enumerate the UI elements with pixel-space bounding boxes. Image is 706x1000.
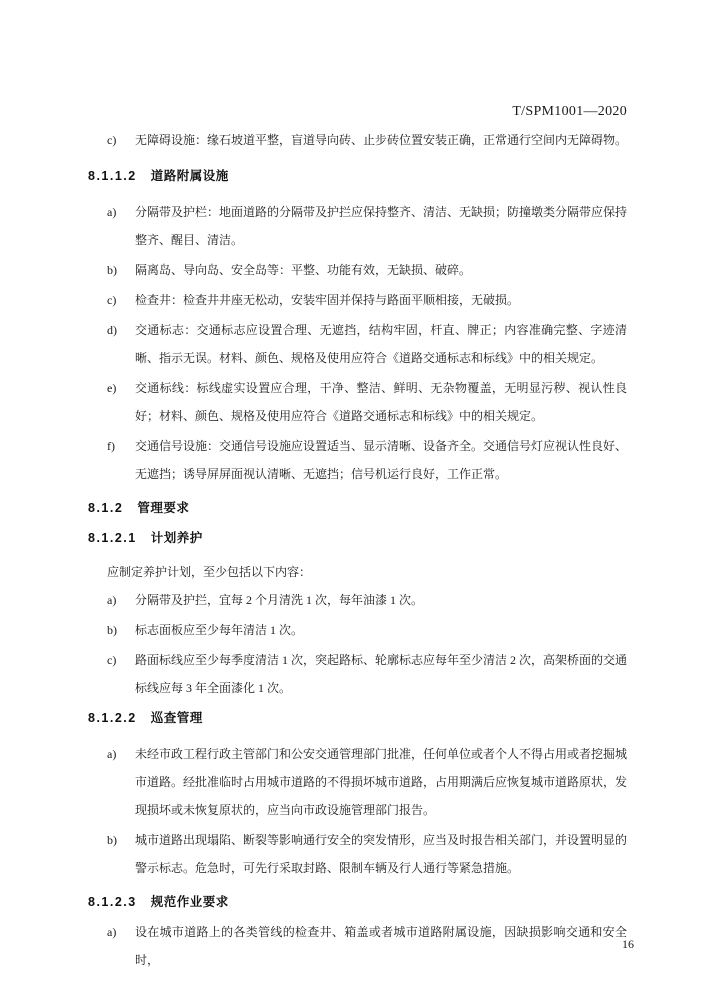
doc-code: T/SPM1001—2020 <box>512 104 627 119</box>
list-item <box>88 646 627 702</box>
list-item-text: 分隔带及护拦，宜每 2 个月清洗 1 次，每年油漆 1 次。 <box>135 593 424 607</box>
section-title: 计划养护 <box>150 531 203 545</box>
section-number: 8.1.2.3 <box>88 895 137 909</box>
section-number: 8.1.1.2 <box>88 169 137 183</box>
list-item-label: b) <box>107 263 117 277</box>
list-item <box>88 256 627 284</box>
list-item-label: d) <box>107 323 117 337</box>
list-item-text: 设在城市道路上的各类管线的检查井、箱盖或者城市道路附属设施，因缺损影响交通和安全时， <box>135 925 627 967</box>
section-number: 8.1.2 <box>88 501 124 515</box>
list-item <box>88 586 627 614</box>
list-item-text: 交通标志：交通标志应设置合理、无遮挡，结构牢固，杆直、牌正；内容准确完整、字迹清晰、指示无误。材料、颜色、规格及使用应符合《道路交通标志和标线》中的相关规定。 <box>135 323 627 365</box>
list-item-text: 标志面板应至少每年清洁 1 次。 <box>135 623 304 637</box>
list-item-text: 路面标线应至少每季度清洁 1 次，突起路标、轮廓标志应每年至少清洁 2 次，高架桥面的交通标线应每 3 年全面漆化 1 次。 <box>135 653 628 695</box>
section-heading-8-1-1-2 <box>88 162 627 190</box>
list-item-label: c) <box>107 293 117 307</box>
section-title: 管理要求 <box>137 501 190 515</box>
list-item-text: 交通标线：标线虚实设置应合理，干净、整洁、鲜明、无杂物覆盖，无明显污秽、视认性良好；材料、颜色、规格及使用应符合《道路交通标志和标线》中的相关规定。 <box>135 381 627 423</box>
section-heading-8-1-2 <box>88 494 627 522</box>
page-number: 16 <box>622 937 634 951</box>
list-item-text: 检查井：检查井井座无松动，安装牢固并保持与路面平顺相接，无破损。 <box>135 293 520 307</box>
list-item-label: a) <box>107 925 117 939</box>
list-8112 <box>88 198 627 488</box>
list-item-text: 城市道路出现塌陷、断裂等影响通行安全的突发情形，应当及时报告相关部门，并设置明显的警示标志。危急时，可先行采取封路、限制车辆及行人通行等紧急措施。 <box>135 833 628 875</box>
paragraph: 应制定养护计划，至少包括以下内容： <box>107 565 312 579</box>
list-item <box>88 918 627 974</box>
list-item-label: e) <box>107 381 117 395</box>
list-item <box>88 198 627 254</box>
list-item-text: 交通信号设施：交通信号设施应设置适当、显示清晰、设备齐全。交通信号灯应视认性良好、无遮挡；诱导屏屏面视认清晰、无遮挡；信号机运行良好，工作正常。 <box>135 439 628 481</box>
section-number: 8.1.2.2 <box>88 711 137 725</box>
list-item <box>88 126 627 154</box>
list-item-text: 分隔带及护栏：地面道路的分隔带及护拦应保持整齐、清洁、无缺损；防撞墩类分隔带应保持整齐、醒目、清洁。 <box>135 205 628 247</box>
list-8123 <box>88 918 627 974</box>
list-item-label: a) <box>107 593 117 607</box>
list-item-label: b) <box>107 623 117 637</box>
list-item-label: a) <box>107 747 117 761</box>
list-item-text: 隔离岛、导向岛、安全岛等：平整、功能有效，无缺损、破碎。 <box>135 263 472 277</box>
list-item-label: b) <box>107 833 117 847</box>
list-8121 <box>88 586 627 702</box>
list-item-label: f) <box>107 439 115 453</box>
section-number: 8.1.2.1 <box>88 531 137 545</box>
list-item-label: c) <box>107 133 117 147</box>
section-heading-8-1-2-2 <box>88 704 627 732</box>
list-8122 <box>88 740 627 882</box>
section-heading-8-1-2-1 <box>88 524 627 552</box>
section-title: 规范作业要求 <box>150 895 229 909</box>
list-item <box>88 740 627 824</box>
section-heading-8-1-2-3 <box>88 888 627 916</box>
list-item <box>88 374 627 430</box>
list-item-label: c) <box>107 653 117 667</box>
list-item <box>88 826 627 882</box>
list-item-text: 未经市政工程行政主管部门和公安交通管理部门批准，任何单位或者个人不得占用或者挖掘城市道路。经批准临时占用城市道路的不得损坏城市道路，占用期满后应恢复城市道路原状，发现损坏或未恢复原状的，应当向市政设施管理部门报告。 <box>135 747 628 817</box>
list-item-label: a) <box>107 205 117 219</box>
list-item <box>88 286 627 314</box>
list-item-text: 无障碍设施：缘石坡道平整，盲道导向砖、止步砖位置安装正确，正常通行空间内无障碍物。 <box>135 133 628 147</box>
list-item <box>88 432 627 488</box>
list-item <box>88 616 627 644</box>
section-title: 道路附属设施 <box>150 169 229 183</box>
section-title: 巡查管理 <box>150 711 203 725</box>
list-item <box>88 316 627 372</box>
